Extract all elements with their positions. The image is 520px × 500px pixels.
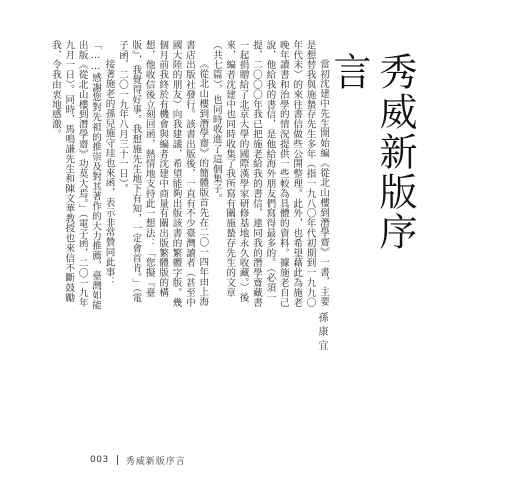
page-footer <box>90 453 186 467</box>
running-title: 秀威新版序言 <box>125 456 186 467</box>
paragraph: 接著施老的孫兒施守珪也來函，表示非常贊同此事：「……感謝您對先祖的推崇及對其著作的大力推薦，臺灣如能出版《從北山樓到潛學齋》功莫大焉。」（電子函，二〇一九年九月一日）。同時，馬鳴謙先生和陳文華教授也來信不斷鼓勵我，令我由衷地感激。 <box>49 40 115 311</box>
preface-body <box>49 40 330 312</box>
preface-title: 秀威新版序言 <box>327 52 417 252</box>
author-byline: 孫康宜 <box>316 312 327 354</box>
footer-divider <box>117 455 118 465</box>
page-number: 003 <box>90 455 109 465</box>
paragraph: 當初沈建中先生開始編《從北山樓到潛學齋》一書，主要是想替我與施蟄存先生多年（指一九八〇年代初期到一九九〇年代末）的來往書信做些公開整理。此外，也希望藉此為施老晚年讀書和治學的情況提供一些較為具體的資料。據施老自己說，他給我的書信，是他給海外朋友們寫得最多的。（必須一提，二〇〇〇年我已把施老給我的書信，連同我的潛學齋藏書一起捐贈給了北京大學的國際漢學家研修基地永久收藏。）後來，編者沈建中也同時收集了我所寫有關施蟄存先生的文章（共七篇），也同時收進了這個集子。 <box>210 40 329 308</box>
paragraph: 《從北山樓到潛學齋》的簡體版首先在二〇一四年由上海書店出版社發行。該書出版後，一直有不少臺灣讀者（甚至中國大陸的朋友）向我建議，希望能夠出版該書的繁體字版。幾個月前我終於有機會與編者沈建中商量有關出版繁體版的構想，他收信後立刻回函，熱情地支持此一想法：「您擬『臺版』，我覺得好事。我想施先生地下有知，一定會首肯。」（電子函，二〇一九年八月三十一日）。 <box>116 40 209 308</box>
